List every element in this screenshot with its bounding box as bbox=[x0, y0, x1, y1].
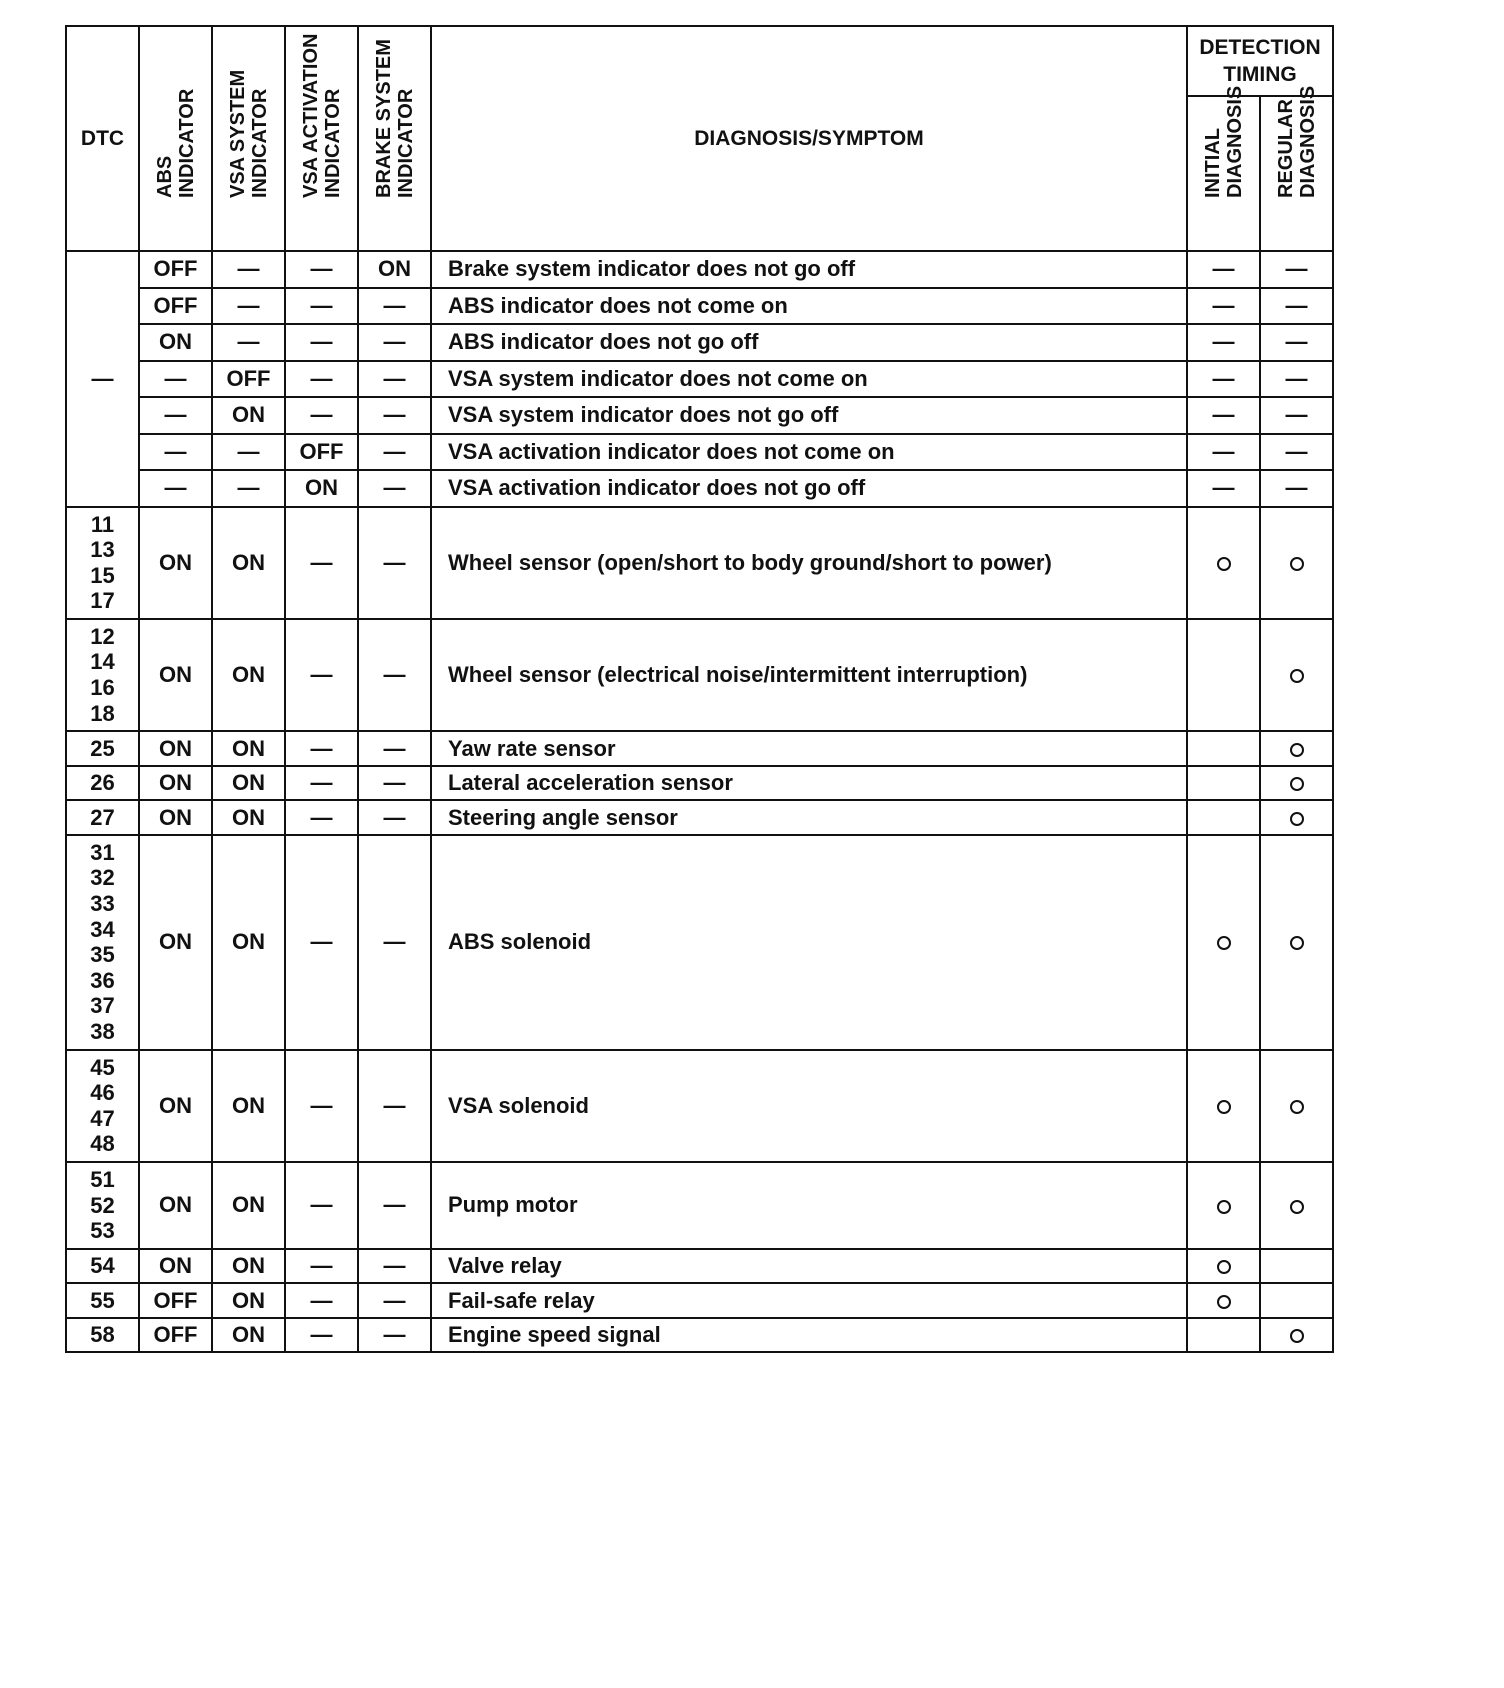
brake-system-indicator-cell: ON bbox=[358, 251, 431, 288]
regular-diagnosis-cell bbox=[1260, 766, 1333, 801]
table-row bbox=[66, 1318, 1333, 1353]
brake-system-indicator-cell: — bbox=[358, 1050, 431, 1162]
initial-diagnosis-cell: — bbox=[1187, 470, 1260, 507]
regular-diagnosis-cell: — bbox=[1260, 434, 1333, 471]
header-brake-system-indicator: BRAKE SYSTEM INDICATOR bbox=[358, 26, 431, 251]
header-dtc: DTC bbox=[66, 26, 139, 251]
abs-indicator-cell: — bbox=[139, 434, 212, 471]
detection-timing-line-1: DETECTION bbox=[1199, 36, 1321, 59]
table-row bbox=[66, 434, 1333, 471]
table-row bbox=[66, 619, 1333, 731]
regular-diagnosis-cell bbox=[1260, 1318, 1333, 1353]
table-row bbox=[66, 766, 1333, 801]
table-row bbox=[66, 1249, 1333, 1284]
regular-diagnosis-cell bbox=[1260, 1162, 1333, 1249]
symptom-cell: Wheel sensor (electrical noise/intermittent interruption) bbox=[431, 619, 1187, 731]
abs-indicator-cell: — bbox=[139, 397, 212, 434]
dtc-cell bbox=[66, 1050, 139, 1162]
circle-mark-icon bbox=[1290, 743, 1304, 757]
circle-mark-icon bbox=[1290, 936, 1304, 950]
regular-diagnosis-cell bbox=[1260, 1249, 1333, 1284]
initial-diagnosis-cell bbox=[1187, 731, 1260, 766]
vsa-activation-indicator-cell: — bbox=[285, 507, 358, 619]
vsa-system-indicator-cell: ON bbox=[212, 731, 285, 766]
initial-diagnosis-cell bbox=[1187, 619, 1260, 731]
vsa-system-indicator-cell: ON bbox=[212, 1050, 285, 1162]
brake-system-indicator-cell: — bbox=[358, 288, 431, 325]
regular-diagnosis-cell: — bbox=[1260, 470, 1333, 507]
header-regular-diagnosis: REGULAR DIAGNOSIS bbox=[1260, 96, 1333, 251]
initial-diagnosis-cell bbox=[1187, 1050, 1260, 1162]
circle-mark-icon bbox=[1290, 1200, 1304, 1214]
regular-diagnosis-cell bbox=[1260, 619, 1333, 731]
vsa-activation-indicator-cell: ON bbox=[285, 470, 358, 507]
table-row bbox=[66, 731, 1333, 766]
brake-system-indicator-cell: — bbox=[358, 1283, 431, 1318]
header-vsa-system-indicator: VSA SYSTEM INDICATOR bbox=[212, 26, 285, 251]
table-row bbox=[66, 835, 1333, 1050]
abs-indicator-cell: ON bbox=[139, 507, 212, 619]
table-row bbox=[66, 470, 1333, 507]
abs-indicator-cell: ON bbox=[139, 731, 212, 766]
dtc-code: 58 bbox=[90, 1322, 115, 1348]
initial-diagnosis-cell bbox=[1187, 1249, 1260, 1284]
vsa-system-indicator-cell: ON bbox=[212, 1162, 285, 1249]
brake-system-indicator-cell: — bbox=[358, 835, 431, 1050]
initial-diagnosis-cell: — bbox=[1187, 288, 1260, 325]
brake-system-indicator-cell: — bbox=[358, 507, 431, 619]
abs-indicator-cell: ON bbox=[139, 1249, 212, 1284]
dtc-code: 17 bbox=[90, 588, 115, 614]
vsa-system-indicator-cell: — bbox=[212, 288, 285, 325]
regular-diagnosis-cell bbox=[1260, 507, 1333, 619]
dtc-code: 31 bbox=[90, 839, 115, 865]
dtc-code: 48 bbox=[90, 1131, 115, 1157]
dtc-table bbox=[65, 25, 1334, 1353]
abs-indicator-cell: ON bbox=[139, 619, 212, 731]
table-row bbox=[66, 251, 1333, 288]
abs-indicator-cell: ON bbox=[139, 800, 212, 835]
abs-indicator-cell: OFF bbox=[139, 1318, 212, 1353]
regular-diagnosis-cell: — bbox=[1260, 397, 1333, 434]
vsa-activation-indicator-cell: — bbox=[285, 397, 358, 434]
dtc-code: 11 bbox=[90, 511, 115, 537]
dtc-cell bbox=[66, 619, 139, 731]
vsa-activation-indicator-cell: — bbox=[285, 835, 358, 1050]
header-abs-indicator: ABS INDICATOR bbox=[139, 26, 212, 251]
dtc-code: 12 bbox=[90, 623, 115, 649]
dtc-code: 16 bbox=[90, 675, 115, 701]
symptom-cell: ABS indicator does not go off bbox=[431, 324, 1187, 361]
vsa-activation-indicator-cell: — bbox=[285, 1249, 358, 1284]
initial-diagnosis-cell bbox=[1187, 1318, 1260, 1353]
table-row bbox=[66, 1283, 1333, 1318]
header-diagnosis-symptom: DIAGNOSIS/SYMPTOM bbox=[431, 26, 1187, 251]
symptom-cell: VSA activation indicator does not go off bbox=[431, 470, 1187, 507]
table-row bbox=[66, 288, 1333, 325]
vsa-system-indicator-cell: ON bbox=[212, 619, 285, 731]
regular-diagnosis-cell: — bbox=[1260, 251, 1333, 288]
regular-diagnosis-cell bbox=[1260, 1050, 1333, 1162]
dtc-code: 26 bbox=[90, 770, 115, 796]
vsa-activation-indicator-cell: OFF bbox=[285, 434, 358, 471]
regular-diagnosis-cell bbox=[1260, 800, 1333, 835]
dtc-cell bbox=[66, 1162, 139, 1249]
initial-diagnosis-cell bbox=[1187, 507, 1260, 619]
vsa-system-indicator-cell: ON bbox=[212, 766, 285, 801]
abs-indicator-cell: ON bbox=[139, 835, 212, 1050]
vsa-system-indicator-cell: — bbox=[212, 324, 285, 361]
table-row bbox=[66, 1162, 1333, 1249]
table-row bbox=[66, 324, 1333, 361]
regular-diagnosis-cell: — bbox=[1260, 361, 1333, 398]
initial-diagnosis-cell: — bbox=[1187, 324, 1260, 361]
dtc-cell bbox=[66, 766, 139, 801]
symptom-cell: Engine speed signal bbox=[431, 1318, 1187, 1353]
dtc-code: 53 bbox=[90, 1218, 115, 1244]
dtc-code: 34 bbox=[90, 916, 115, 942]
dtc-cell bbox=[66, 800, 139, 835]
symptom-cell: VSA system indicator does not go off bbox=[431, 397, 1187, 434]
vsa-system-indicator-cell: — bbox=[212, 251, 285, 288]
dtc-code: 13 bbox=[90, 537, 115, 563]
vsa-activation-indicator-cell: — bbox=[285, 1050, 358, 1162]
dtc-cell bbox=[66, 507, 139, 619]
brake-system-indicator-cell: — bbox=[358, 619, 431, 731]
circle-mark-icon bbox=[1217, 1100, 1231, 1114]
dtc-code: 45 bbox=[90, 1054, 115, 1080]
vsa-system-indicator-cell: — bbox=[212, 434, 285, 471]
table-row bbox=[66, 507, 1333, 619]
dtc-code: 18 bbox=[90, 700, 115, 726]
table-row bbox=[66, 397, 1333, 434]
symptom-cell: Valve relay bbox=[431, 1249, 1187, 1284]
dtc-code: 25 bbox=[90, 735, 115, 761]
brake-system-indicator-cell: — bbox=[358, 361, 431, 398]
brake-system-indicator-cell: — bbox=[358, 731, 431, 766]
abs-indicator-cell: — bbox=[139, 361, 212, 398]
dtc-code: 46 bbox=[90, 1080, 115, 1106]
initial-diagnosis-cell bbox=[1187, 835, 1260, 1050]
symptom-cell: Pump motor bbox=[431, 1162, 1187, 1249]
symptom-cell: ABS indicator does not come on bbox=[431, 288, 1187, 325]
header-vsa-activation-indicator: VSA ACTIVATION INDICATOR bbox=[285, 26, 358, 251]
brake-system-indicator-cell: — bbox=[358, 800, 431, 835]
dtc-cell: — bbox=[66, 251, 139, 507]
initial-diagnosis-cell bbox=[1187, 766, 1260, 801]
abs-indicator-cell: OFF bbox=[139, 1283, 212, 1318]
dtc-code: 55 bbox=[90, 1287, 115, 1313]
initial-diagnosis-cell: — bbox=[1187, 434, 1260, 471]
brake-system-indicator-cell: — bbox=[358, 1162, 431, 1249]
regular-diagnosis-cell bbox=[1260, 731, 1333, 766]
symptom-cell: Wheel sensor (open/short to body ground/short to power) bbox=[431, 507, 1187, 619]
vsa-system-indicator-cell: — bbox=[212, 470, 285, 507]
initial-diagnosis-cell: — bbox=[1187, 361, 1260, 398]
table-row bbox=[66, 361, 1333, 398]
vsa-activation-indicator-cell: — bbox=[285, 324, 358, 361]
symptom-cell: VSA solenoid bbox=[431, 1050, 1187, 1162]
abs-indicator-cell: ON bbox=[139, 324, 212, 361]
vsa-activation-indicator-cell: — bbox=[285, 288, 358, 325]
vsa-activation-indicator-cell: — bbox=[285, 800, 358, 835]
circle-mark-icon bbox=[1290, 1329, 1304, 1343]
abs-indicator-cell: ON bbox=[139, 1050, 212, 1162]
abs-indicator-cell: ON bbox=[139, 766, 212, 801]
vsa-system-indicator-cell: ON bbox=[212, 397, 285, 434]
dtc-code: 33 bbox=[90, 890, 115, 916]
circle-mark-icon bbox=[1217, 1200, 1231, 1214]
initial-diagnosis-cell bbox=[1187, 1283, 1260, 1318]
dtc-code: 37 bbox=[90, 993, 115, 1019]
initial-diagnosis-cell bbox=[1187, 1162, 1260, 1249]
brake-system-indicator-cell: — bbox=[358, 766, 431, 801]
table-body bbox=[66, 251, 1333, 1352]
brake-system-indicator-cell: — bbox=[358, 470, 431, 507]
circle-mark-icon bbox=[1290, 812, 1304, 826]
circle-mark-icon bbox=[1217, 557, 1231, 571]
regular-diagnosis-cell bbox=[1260, 835, 1333, 1050]
regular-diagnosis-cell: — bbox=[1260, 288, 1333, 325]
symptom-cell: VSA system indicator does not come on bbox=[431, 361, 1187, 398]
vsa-activation-indicator-cell: — bbox=[285, 766, 358, 801]
brake-system-indicator-cell: — bbox=[358, 397, 431, 434]
vsa-system-indicator-cell: ON bbox=[212, 1283, 285, 1318]
vsa-activation-indicator-cell: — bbox=[285, 251, 358, 288]
detection-timing-line-2: TIMING bbox=[1223, 63, 1297, 86]
vsa-system-indicator-cell: ON bbox=[212, 835, 285, 1050]
dtc-cell bbox=[66, 835, 139, 1050]
dtc-code: 51 bbox=[90, 1166, 115, 1192]
vsa-system-indicator-cell: ON bbox=[212, 800, 285, 835]
circle-mark-icon bbox=[1290, 557, 1304, 571]
brake-system-indicator-cell: — bbox=[358, 1249, 431, 1284]
circle-mark-icon bbox=[1290, 777, 1304, 791]
vsa-activation-indicator-cell: — bbox=[285, 361, 358, 398]
vsa-system-indicator-cell: ON bbox=[212, 507, 285, 619]
dtc-cell bbox=[66, 731, 139, 766]
symptom-cell: Lateral acceleration sensor bbox=[431, 766, 1187, 801]
circle-mark-icon bbox=[1217, 1260, 1231, 1274]
initial-diagnosis-cell: — bbox=[1187, 397, 1260, 434]
dtc-code: 36 bbox=[90, 967, 115, 993]
initial-diagnosis-cell: — bbox=[1187, 251, 1260, 288]
table-row bbox=[66, 1050, 1333, 1162]
circle-mark-icon bbox=[1217, 936, 1231, 950]
dtc-code: 27 bbox=[90, 804, 115, 830]
dtc-code: 54 bbox=[90, 1253, 115, 1279]
brake-system-indicator-cell: — bbox=[358, 434, 431, 471]
dtc-code: 47 bbox=[90, 1105, 115, 1131]
abs-indicator-cell: OFF bbox=[139, 288, 212, 325]
header-initial-diagnosis: INITIAL DIAGNOSIS bbox=[1187, 96, 1260, 251]
symptom-cell: Fail-safe relay bbox=[431, 1283, 1187, 1318]
circle-mark-icon bbox=[1290, 669, 1304, 683]
dtc-cell bbox=[66, 1249, 139, 1284]
table-row bbox=[66, 800, 1333, 835]
dtc-code: 52 bbox=[90, 1192, 115, 1218]
vsa-activation-indicator-cell: — bbox=[285, 619, 358, 731]
symptom-cell: Yaw rate sensor bbox=[431, 731, 1187, 766]
regular-diagnosis-cell: — bbox=[1260, 324, 1333, 361]
dtc-code: 15 bbox=[90, 562, 115, 588]
circle-mark-icon bbox=[1217, 1295, 1231, 1309]
brake-system-indicator-cell: — bbox=[358, 1318, 431, 1353]
dtc-cell bbox=[66, 1318, 139, 1353]
abs-indicator-cell: OFF bbox=[139, 251, 212, 288]
vsa-system-indicator-cell: ON bbox=[212, 1249, 285, 1284]
vsa-system-indicator-cell: OFF bbox=[212, 361, 285, 398]
symptom-cell: ABS solenoid bbox=[431, 835, 1187, 1050]
abs-indicator-cell: — bbox=[139, 470, 212, 507]
circle-mark-icon bbox=[1290, 1100, 1304, 1114]
symptom-cell: VSA activation indicator does not come on bbox=[431, 434, 1187, 471]
dtc-code: 38 bbox=[90, 1018, 115, 1044]
symptom-cell: Steering angle sensor bbox=[431, 800, 1187, 835]
symptom-cell: Brake system indicator does not go off bbox=[431, 251, 1187, 288]
vsa-activation-indicator-cell: — bbox=[285, 731, 358, 766]
vsa-system-indicator-cell: ON bbox=[212, 1318, 285, 1353]
abs-indicator-cell: ON bbox=[139, 1162, 212, 1249]
dtc-cell bbox=[66, 1283, 139, 1318]
vsa-activation-indicator-cell: — bbox=[285, 1162, 358, 1249]
dtc-code: 32 bbox=[90, 865, 115, 891]
brake-system-indicator-cell: — bbox=[358, 324, 431, 361]
dtc-code: 14 bbox=[90, 649, 115, 675]
regular-diagnosis-cell bbox=[1260, 1283, 1333, 1318]
dtc-code: 35 bbox=[90, 942, 115, 968]
initial-diagnosis-cell bbox=[1187, 800, 1260, 835]
vsa-activation-indicator-cell: — bbox=[285, 1318, 358, 1353]
vsa-activation-indicator-cell: — bbox=[285, 1283, 358, 1318]
